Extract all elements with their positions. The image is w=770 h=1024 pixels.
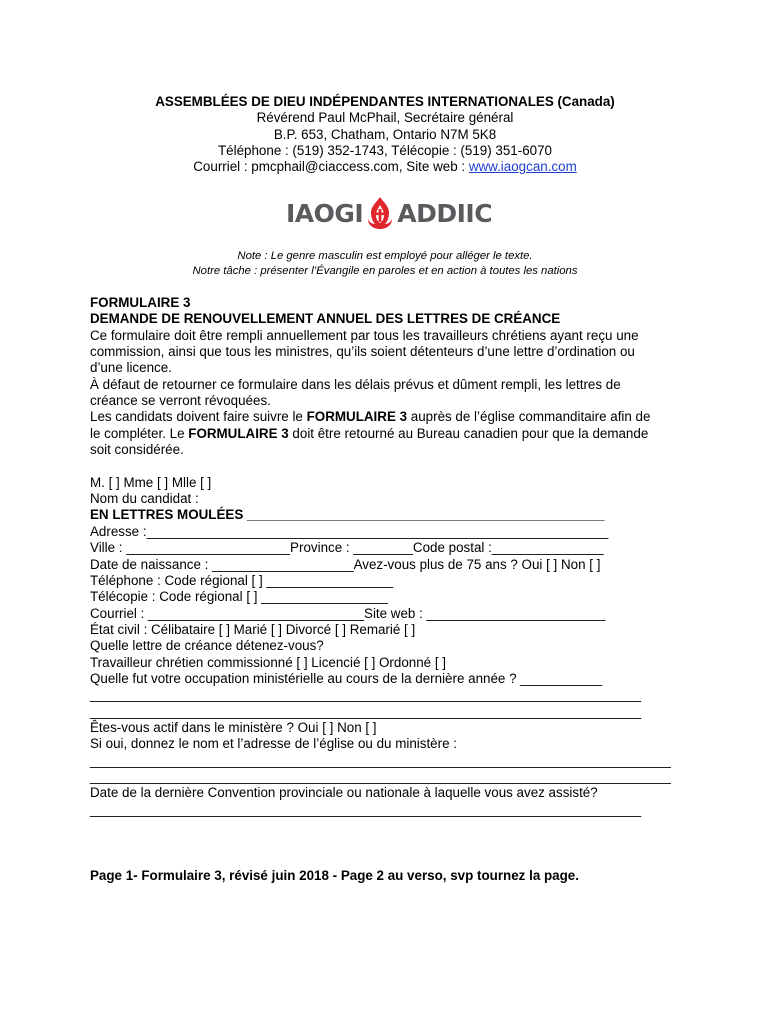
answer-line[interactable]: ______________________________________________________________________________ (90, 768, 671, 784)
text-run: doit être retourné au Bureau canadien pour que la demande (288, 425, 649, 441)
instruction-line: soit considérée. (90, 442, 184, 458)
text-run: auprès de l’église commanditaire afin de (407, 409, 651, 425)
note-line-1: Note : Le genre masculin est employé pour alléger le texte. (237, 250, 533, 262)
page-footer: Page 1- Formulaire 3, révisé juin 2018 - Page 2 au verso, svp tournez la page. (90, 868, 579, 883)
birthdate-field[interactable]: Date de naissance : ___________________Avez-vous plus de 75 ans ? Oui [ ] Non [ ] (90, 556, 601, 572)
letterhead (0, 94, 770, 175)
org-name: ASSEMBLÉES DE DIEU INDÉPENDANTES INTERNATIONALES (Canada) (155, 94, 615, 109)
convention-question: Date de la dernière Convention provinciale ou nationale à laquelle vous avez assisté? (90, 785, 598, 801)
candidate-name-field[interactable]: Nom du candidat : (90, 491, 199, 507)
form-ref: FORMULAIRE 3 (188, 425, 289, 441)
civil-status-checkboxes[interactable]: État civil : Célibataire [ ] Marié [ ] Divorcé [ ] Remarié [ ] (90, 621, 416, 637)
warning-line: À défaut de retourner ce formulaire dans les délais prévus et dûment rempli, les lettres de (90, 376, 621, 392)
logo-text-right: ADDIIC (397, 198, 493, 228)
warning-line: créance se verront révoquées. (90, 393, 271, 409)
email-text: Courriel : pmcphail@ciaccess.com, Site web : (193, 159, 469, 175)
active-ministry-checkboxes[interactable]: Êtes-vous actif dans le ministère ? Oui [ ] Non [ ] (90, 719, 377, 735)
credential-question: Quelle lettre de créance détenez-vous? (90, 638, 324, 654)
note-block (0, 249, 770, 279)
address-field[interactable]: Adresse :______________________________________________________________ (90, 523, 609, 539)
answer-line[interactable]: ______________________________________________________________________________ (90, 752, 671, 768)
form-title: FORMULAIRE 3 (90, 295, 191, 310)
form-subtitle: DEMANDE DE RENOUVELLEMENT ANNUEL DES LETTRES DE CRÉANCE (90, 311, 561, 327)
website-link[interactable]: www.iaogcan.com (468, 159, 577, 175)
org-logo (286, 196, 492, 230)
phone-field[interactable]: Téléphone : Code régional [ ] _________________ (90, 572, 394, 588)
form-body (90, 295, 690, 818)
occupation-field[interactable]: Quelle fut votre occupation ministérielle au cours de la dernière année ? ___________ (90, 670, 603, 686)
church-question: Si oui, donnez le nom et l’adresse de l’église ou du ministère : (90, 736, 457, 752)
email-website-field[interactable]: Courriel : _____________________________Site web : ________________________ (90, 605, 606, 621)
city-province-postal-field[interactable]: Ville : ______________________Province : ________Code postal :_______________ (90, 540, 604, 556)
note-line-2: Notre tâche : présenter l’Évangile en paroles et en action à toutes les nations (192, 265, 578, 277)
title-checkboxes[interactable]: M. [ ] Mme [ ] Mlle [ ] (90, 474, 212, 490)
intro-line: Ce formulaire doit être rempli annuellement par tous les travailleurs chrétiens ayant reçu une (90, 327, 639, 343)
contact-line (0, 159, 770, 175)
answer-line[interactable]: __________________________________________________________________________ (90, 703, 642, 719)
form-ref: FORMULAIRE 3 (306, 409, 408, 425)
credential-checkboxes[interactable]: Travailleur chrétien commissionné [ ] Licencié [ ] Ordonné [ ] (90, 654, 446, 670)
text-run: Les candidats doivent faire suivre le (90, 409, 307, 425)
intro-line: d’une licence. (90, 360, 172, 376)
phone-line: Téléphone : (519) 352-1743, Télécopie : (519) 351-6070 (217, 142, 552, 158)
answer-line[interactable]: __________________________________________________________________________ (90, 801, 642, 817)
secretary-line: Révérend Paul McPhail, Secrétaire général (256, 110, 514, 126)
logo-text-left: IAOGI (286, 198, 364, 228)
intro-line: commission, ainsi que tous les ministres, qu’ils soient détenteurs d’une lettre d’ordination ou (90, 344, 635, 360)
spacer (90, 458, 690, 474)
flame-icon (365, 196, 395, 230)
block-letters-field[interactable]: EN LETTRES MOULÉES ________________________________________________ (90, 507, 605, 523)
instruction-line (90, 426, 690, 442)
postal-address: B.P. 653, Chatham, Ontario N7M 5K8 (273, 126, 497, 142)
text-run: le compléter. Le (90, 425, 189, 441)
answer-line[interactable]: __________________________________________________________________________ (90, 687, 642, 703)
fax-field[interactable]: Télécopie : Code régional [ ] _________________ (90, 589, 388, 605)
instruction-line (90, 409, 690, 425)
